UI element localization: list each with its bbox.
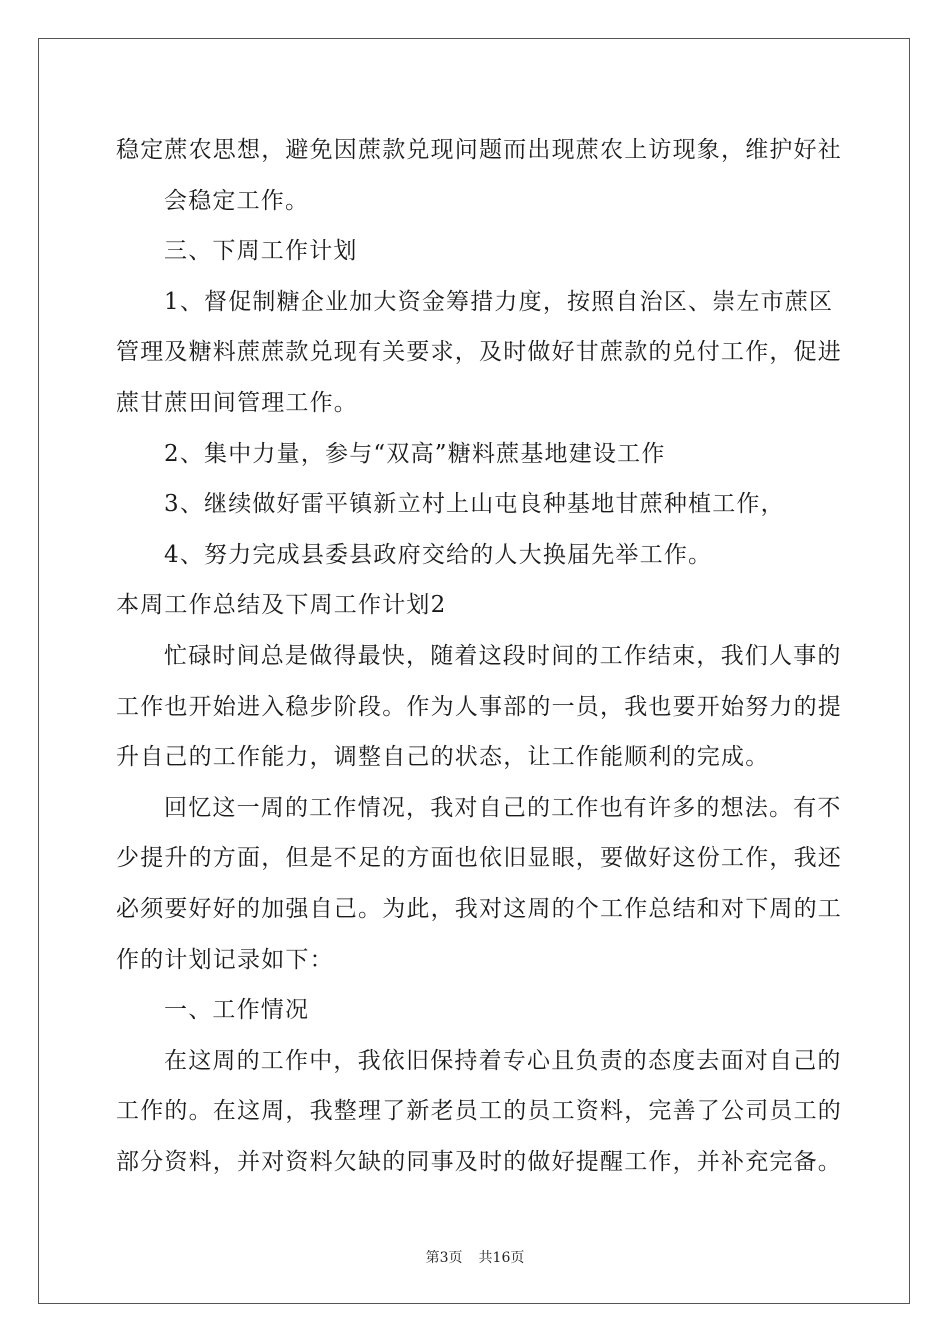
document-title: 本周工作总结及下周工作计划2 — [116, 592, 447, 619]
document-body — [116, 125, 842, 1187]
paragraph-line: 少提升的方面，但是不足的方面也依旧显眼，要做好这份工作，我还 — [116, 845, 842, 872]
text-line: 蔗甘蔗田间管理工作。 — [116, 389, 358, 416]
list-item: 1、督促制糖企业加大资金筹措力度，按照自治区、崇左市蔗区 — [164, 288, 834, 315]
paragraph-line: 回忆这一周的工作情况，我对自己的工作也有许多的想法。有不 — [164, 794, 842, 821]
paragraph-line: 在这周的工作中，我依旧保持着专心且负责的态度去面对自己的 — [164, 1047, 842, 1074]
list-item: 2、集中力量，参与“双高”糖料蔗基地建设工作 — [164, 440, 666, 467]
page-number: 第3页 — [425, 1250, 463, 1266]
page-footer — [0, 1247, 950, 1267]
list-item: 3、继续做好雷平镇新立村上山屯良种基地甘蔗种植工作， — [164, 491, 785, 518]
section-heading: 一、工作情况 — [164, 997, 310, 1024]
paragraph-line: 作的计划记录如下： — [116, 946, 334, 973]
paragraph-line: 忙碌时间总是做得最快，随着这段时间的工作结束，我们人事的 — [164, 642, 842, 669]
paragraph-line: 工作也开始进入稳步阶段。作为人事部的一员，我也要开始努力的提 — [116, 693, 842, 720]
section-heading: 三、下周工作计划 — [164, 238, 358, 265]
paragraph-line: 工作的。在这周，我整理了新老员工的员工资料，完善了公司员工的 — [116, 1098, 842, 1125]
total-pages: 共16页 — [478, 1250, 525, 1266]
text-line: 管理及糖料蔗蔗款兑现有关要求，及时做好甘蔗款的兑付工作，促进 — [116, 339, 842, 366]
list-item: 4、努力完成县委县政府交给的人大换届先举工作。 — [164, 541, 713, 568]
paragraph-line: 必须要好好的加强自己。为此，我对这周的个工作总结和对下周的工 — [116, 895, 842, 922]
text-line: 会稳定工作。 — [164, 187, 310, 214]
paragraph-line: 部分资料，并对资料欠缺的同事及时的做好提醒工作，并补充完备。 — [116, 1148, 842, 1175]
paragraph-line: 升自己的工作能力，调整自己的状态，让工作能顺利的完成。 — [116, 744, 770, 771]
text-line: 稳定蔗农思想，避免因蔗款兑现问题而出现蔗农上访现象，维护好社 — [116, 137, 842, 163]
